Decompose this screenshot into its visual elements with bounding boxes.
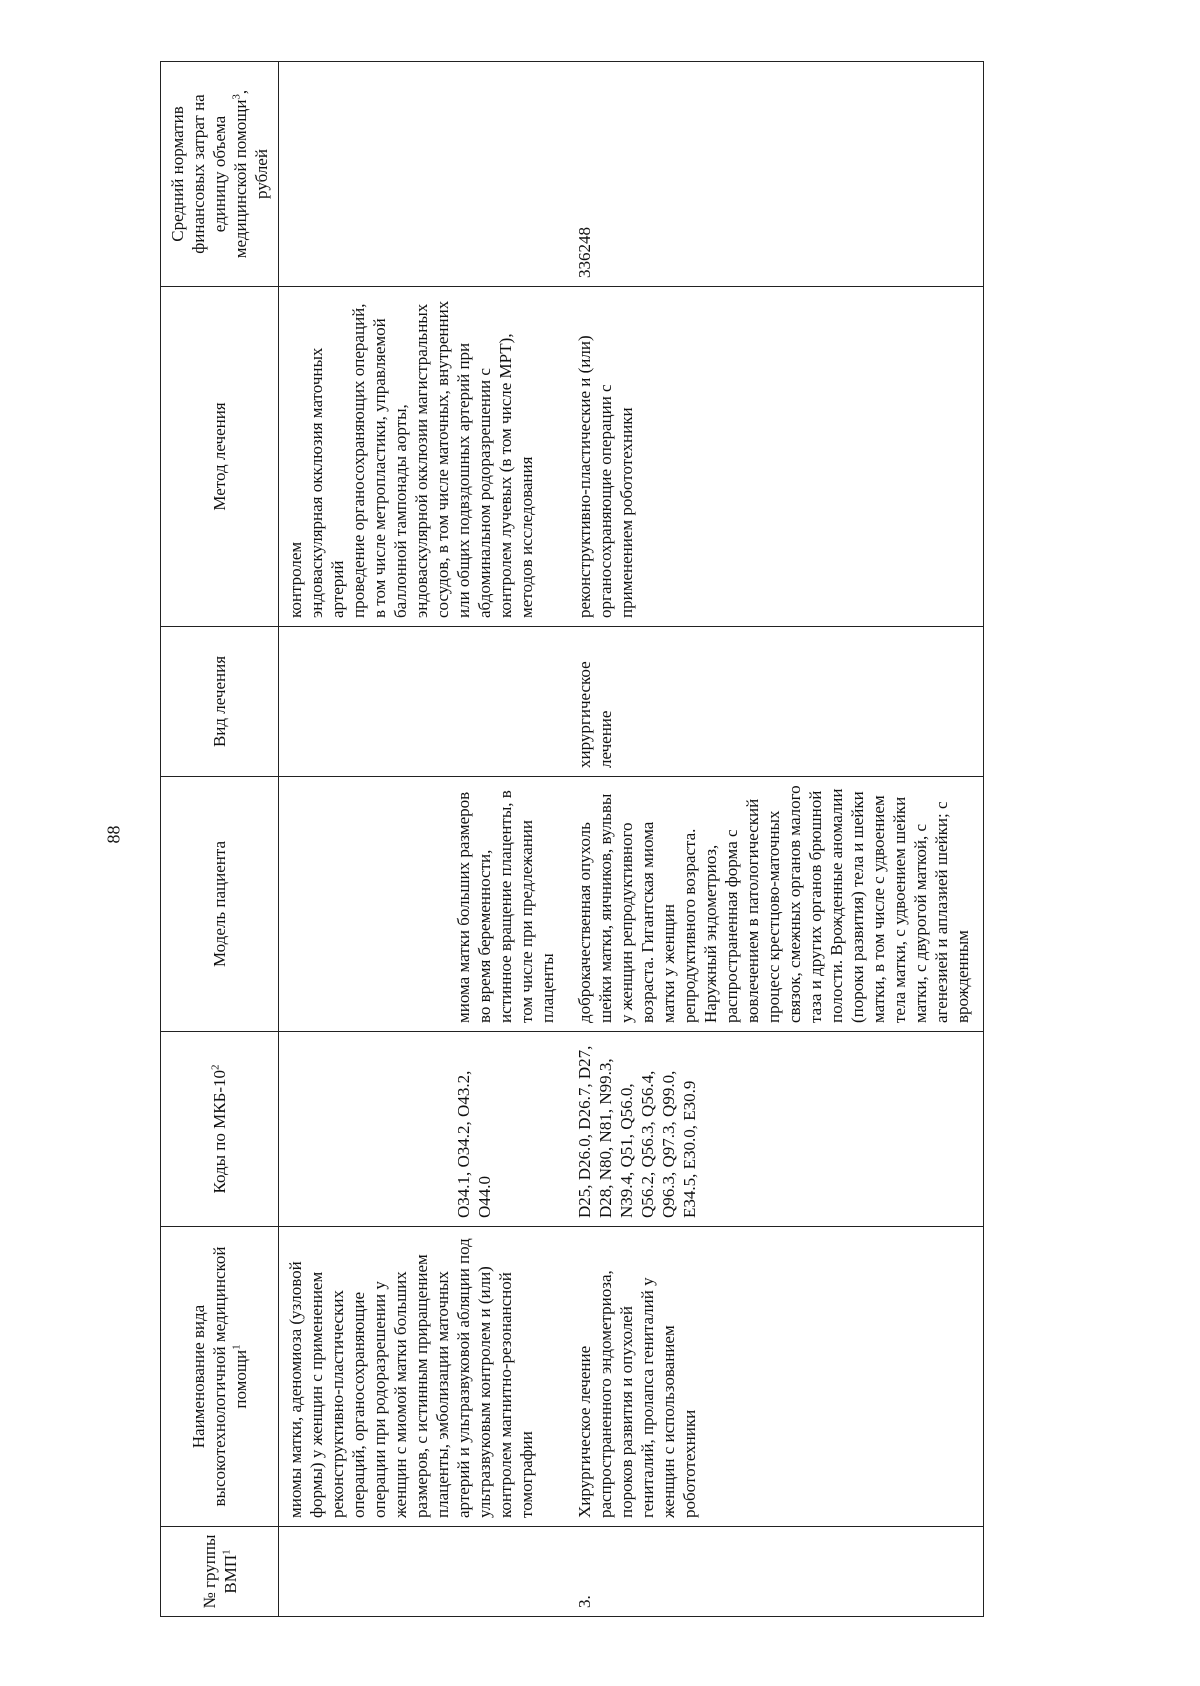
header-patient-model: Модель пациента <box>161 777 279 1032</box>
treatment-method-cell <box>279 287 569 627</box>
cost-cell <box>279 62 569 287</box>
treatment-type-cell: хирургическое лечение <box>568 627 984 777</box>
icd-codes-cell: D25, D26.0, D26.7, D27, D28, N80, N81, N99.3, N39.4, Q51, Q56.0, Q56.2, Q56.3, Q56.4, Q96.3, Q97.3, Q99.0, E34.5, E30.0, E30.9 <box>568 1032 984 1227</box>
treatment-type-cell <box>279 627 569 777</box>
patient-model-cell: доброкачественная опухоль шейки матки, яичников, вульвы у женщин репродуктивного возраста. Гигантская миома матки у женщин репродуктивного возраста. Наружный эндометриоз, распространенная форма с вовлечением в патологический процесс крестцово-маточных связок, смежных органов малого таза и других органов брюшной полости. Врожденные аномалии (пороки развития) тела и шейки матки, в том числе с удвоением тела матки, с удвоением шейки матки, с двурогой маткой, с агенезией и аплазией шейки; с врожденным <box>568 777 984 1032</box>
header-vmp-name: Наименование вида высокотехнологичной медицинской помощи$^1$ <box>161 1227 279 1527</box>
table-row <box>279 62 569 1617</box>
method-item: проведение органосохраняющих операций, в том числе метропластики, управляемой баллонной тампонады аорты, эндоваскулярной окклюзии магистральных сосудов, в том числе маточных, внутренних или общих подвздошных артерий при абдоминальном родоразрешении с контролем лучевых (в том числе МРТ), методов исследования <box>349 300 536 618</box>
treatment-method-cell <box>568 287 984 627</box>
cost-cell: 336248 <box>568 62 984 287</box>
header-icd-codes: Коды по МКБ-$10^2$ <box>161 1032 279 1227</box>
header-treatment-method: Метод лечения <box>161 287 279 627</box>
header-cost: Средний норматив финансовых затрат на единицу объема медицинской помощи$^3$, рублей <box>161 62 279 287</box>
icd-codes-cell: O34.1, O34.2, O43.2, O44.0 <box>279 1032 569 1227</box>
row-number <box>279 1527 569 1617</box>
row-number: 3. <box>568 1527 984 1617</box>
table-row <box>568 62 984 1617</box>
method-item: реконструктивно-пластические и (или) органосохраняющие операции с применением робототехники <box>575 335 636 618</box>
vmp-name-cell: миомы матки, аденомиоза (узловой формы) у женщин с применением реконструктивно-пластических операций, органосохраняющие операции при родоразрешении у женщин с миомой матки больших размеров, с истинным приращением плаценты, эмболизации маточных артерий и ультразвуковой абляции под ультразвуковым контролем и (или) контролем магнитно-резонансной томографии <box>279 1227 569 1527</box>
page-number: 88 <box>103 825 124 844</box>
header-row <box>161 62 279 1617</box>
vmp-name-cell: Хирургическое лечение распространенного эндометриоза, пороков развития и опухолей гениталий, пролапса гениталий у женщин с использованием робототехники <box>568 1227 984 1527</box>
rotated-table-container <box>160 62 1140 1617</box>
header-group-no: № группы ВМП$^1$ <box>161 1527 279 1617</box>
vmp-table <box>160 61 984 1617</box>
header-treatment-type: Вид лечения <box>161 627 279 777</box>
method-item: контролем <box>286 541 305 618</box>
method-item: эндоваскулярная окклюзия маточных артерий <box>307 347 347 618</box>
patient-model-cell: миома матки больших размеров во время беременности, истинное вращение плаценты, в том числе при предлежании плаценты <box>279 777 569 1032</box>
